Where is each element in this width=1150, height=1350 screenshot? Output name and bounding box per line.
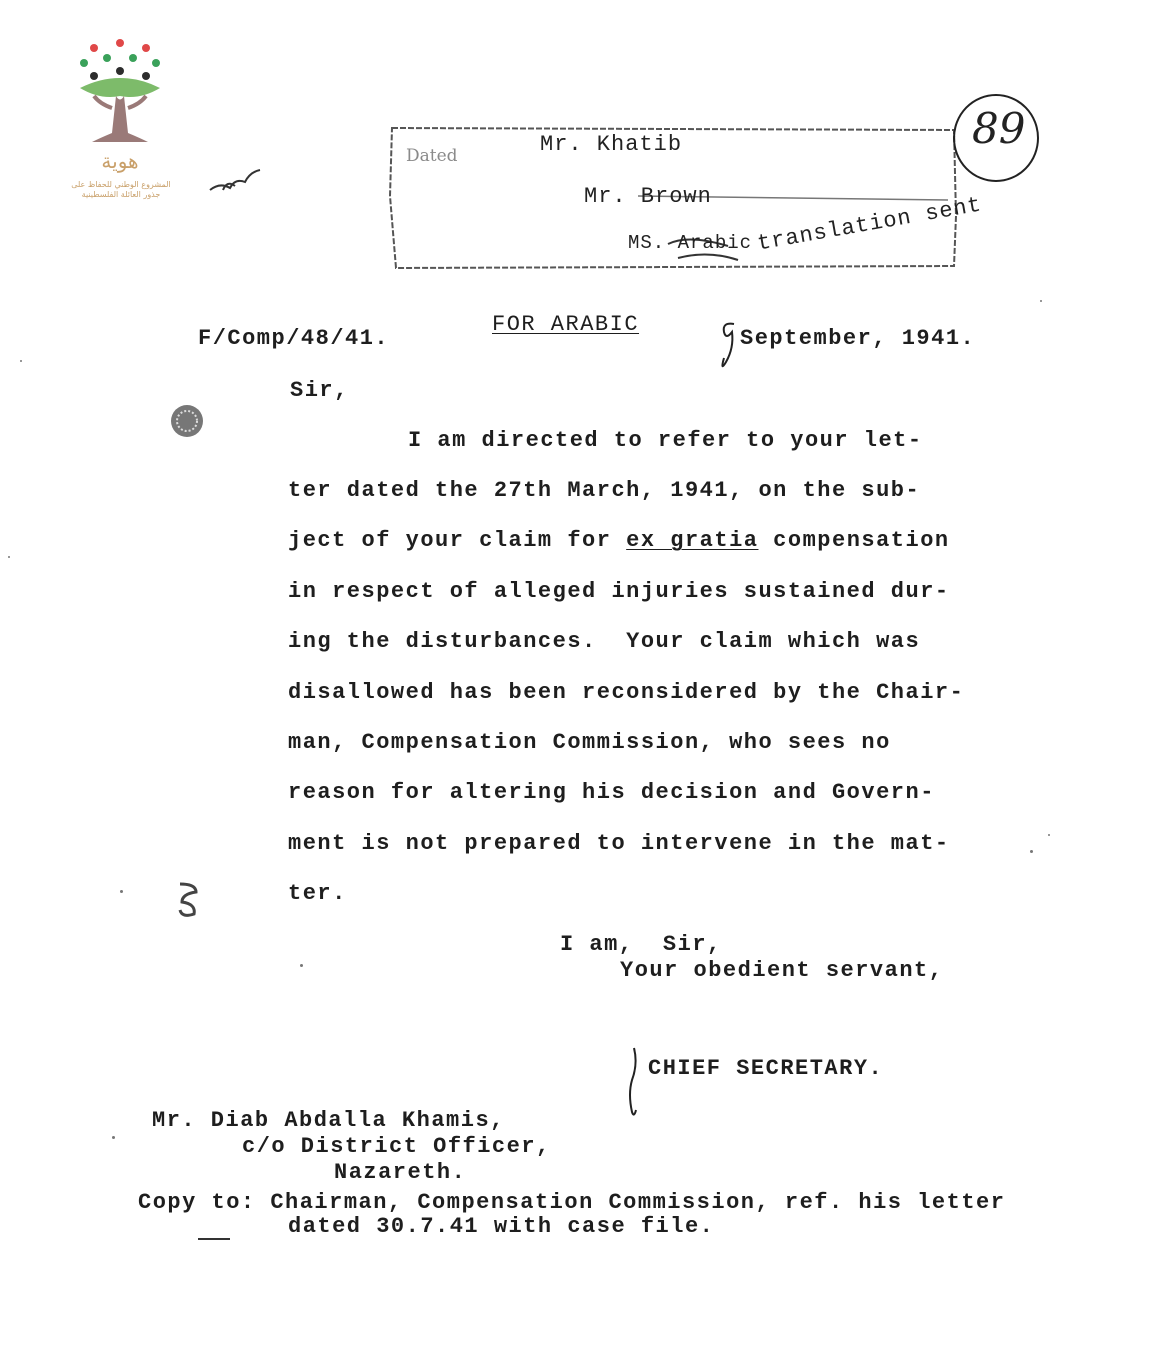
stamp-recipient-1: Mr. Khatib — [540, 132, 683, 157]
speck — [1048, 834, 1050, 836]
stamp-translation-sent: translation sent — [755, 192, 984, 257]
logo-caption-line1: المشروع الوطني للحفاظ على — [71, 180, 171, 189]
body-line-3: ject of your claim for ex gratia compensation — [288, 528, 950, 553]
stray-dash-mark — [198, 1238, 230, 1240]
speck — [120, 890, 123, 893]
speck — [8, 556, 10, 558]
svg-text:هوية: هوية — [101, 149, 139, 173]
page-number: 89 — [972, 104, 1026, 153]
body-line-10: ter. — [288, 881, 347, 906]
handwritten-date-day — [712, 318, 742, 374]
copy-to-line-1: Copy to: Chairman, Compensation Commission, ref. his letter — [138, 1190, 1006, 1215]
salutation: Sir, — [290, 378, 349, 403]
closing-line-1: I am, Sir, — [560, 932, 722, 957]
logo-caption-line2: جذور العائلة الفلسطينية — [81, 190, 161, 199]
binding-clip-mark — [174, 880, 202, 920]
body-line-1: I am directed to refer to your let- — [408, 428, 923, 453]
body-line-8: reason for altering his decision and Govern- — [288, 780, 935, 805]
speck — [112, 1136, 115, 1139]
addressee-line-3: Nazareth. — [334, 1160, 467, 1185]
body-line-7: man, Compensation Commission, who sees no — [288, 730, 891, 755]
body-line-9: ment is not prepared to intervene in the mat- — [288, 831, 950, 856]
logo-caption — [66, 180, 176, 200]
stamp-ms-arabic: MS. Arabic — [628, 232, 753, 254]
letter-date: September, 1941. — [740, 326, 976, 351]
file-reference: F/Comp/48/41. — [198, 326, 390, 351]
ex-gratia-emphasis: ex gratia — [626, 528, 759, 553]
copy-to-line-2: dated 30.7.41 with case file. — [288, 1214, 715, 1239]
body-line-4: in respect of alleged injuries sustained dur- — [288, 579, 950, 604]
speck — [1040, 300, 1042, 302]
speck — [20, 360, 22, 362]
closing-line-2: Your obedient servant, — [620, 958, 944, 983]
body-line-5: ing the disturbances. Your claim which was — [288, 629, 921, 654]
handwritten-mark — [205, 160, 265, 200]
signatory-title: CHIEF SECRETARY. — [648, 1056, 884, 1081]
stamp-dated-label: Dated — [406, 146, 458, 166]
speck — [1030, 850, 1033, 853]
punch-hole-mark — [168, 402, 206, 440]
addressee-line-1: Mr. Diab Abdalla Khamis, — [152, 1108, 505, 1133]
addressee-line-2: c/o District Officer, — [242, 1134, 551, 1159]
speck — [300, 964, 303, 967]
document-heading: FOR ARABIC — [492, 312, 640, 337]
body-line-2: ter dated the 27th March, 1941, on the sub- — [288, 478, 921, 503]
stamp-recipient-2: Mr. Brown — [584, 184, 712, 209]
body-line-6: disallowed has been reconsidered by the Chair- — [288, 680, 965, 705]
